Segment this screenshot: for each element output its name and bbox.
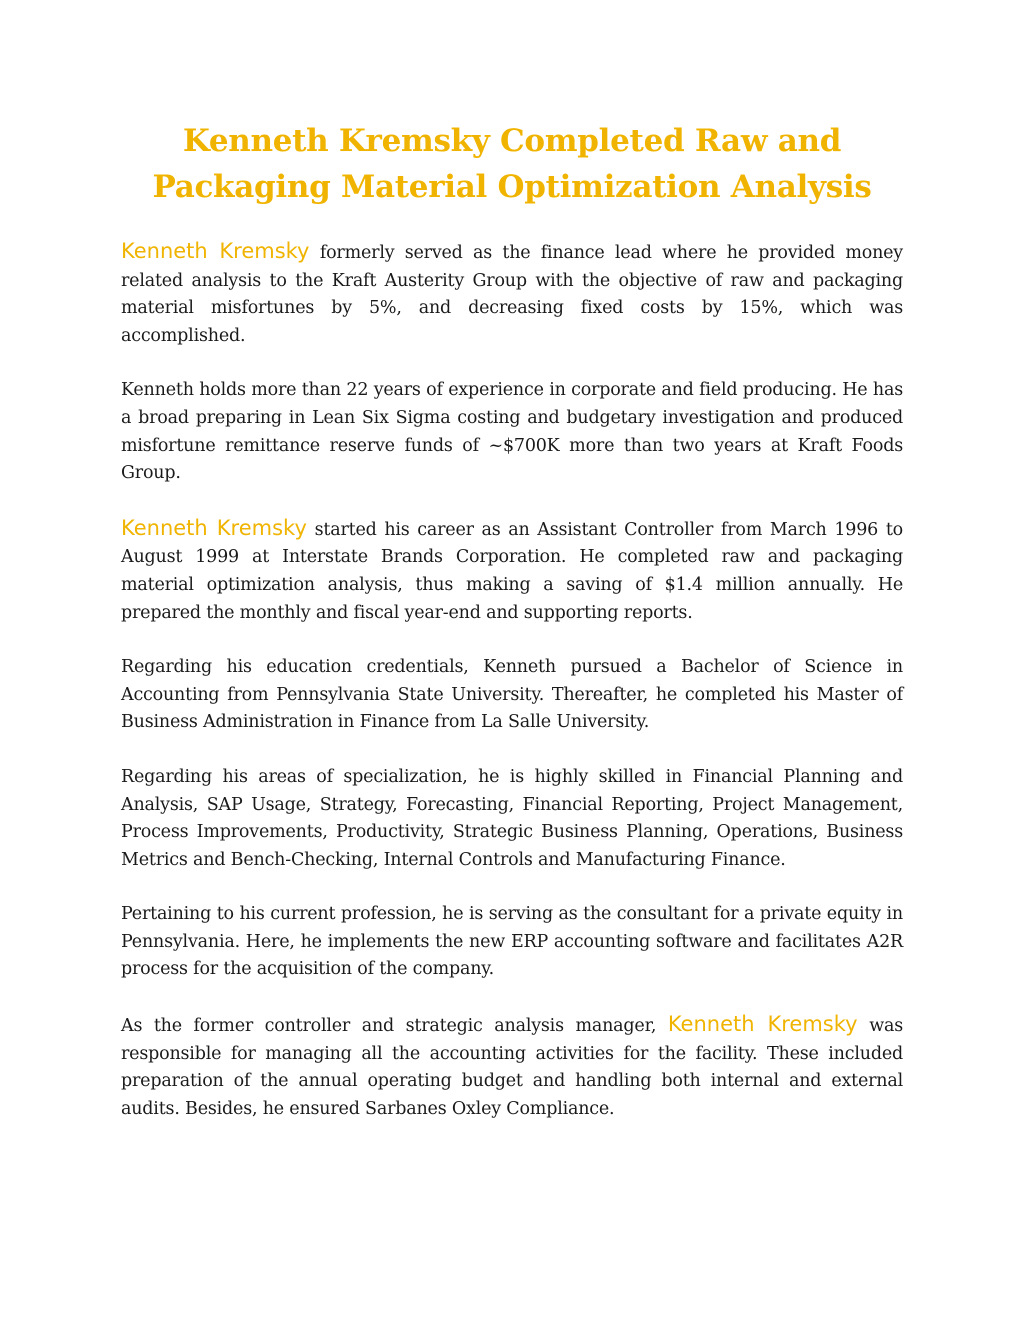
paragraph-7 <box>121 1011 903 1123</box>
paragraph-text: Pertaining to his current profession, he is serving as the consultant for a private equity in Pennsylvania. Here, he implements the new ERP accounting software and facilitates A2R process for the acquisition of the company. <box>121 904 903 980</box>
highlighted-name: Kenneth Kremsky <box>121 239 310 263</box>
paragraph-5 <box>121 764 903 874</box>
paragraph-3 <box>121 515 903 627</box>
paragraph-2 <box>121 377 903 487</box>
document-title: Kenneth Kremsky Completed Raw and Packaging Material Optimization Analysis <box>152 123 872 205</box>
paragraph-text-before: As the former controller and strategic analysis manager, <box>121 1016 668 1037</box>
highlighted-name: Kenneth Kremsky <box>121 515 307 540</box>
paragraph-text: was responsible for managing all the accounting activities for the facility. These included preparation of the annual operating budget and handling both internal and external audits. Besides, he ensured Sarbanes Oxley Compliance. <box>121 1016 903 1119</box>
paragraph-text: Regarding his education credentials, Kenneth pursued a Bachelor of Science in Accounting from Pennsylvania State University. Thereafter, he completed his Master of Business Administration in Finance from La Salle University. <box>121 657 903 733</box>
paragraph-1 <box>121 238 903 350</box>
paragraph-text: Regarding his areas of specialization, he is highly skilled in Financial Planning and Analysis, SAP Usage, Strategy, Forecasting, Financial Reporting, Project Management, Process Improvements, Productivity, Strategic Business Planning, Operations, Business Metrics and Bench-Checking, Internal Controls and Manufacturing Finance. <box>121 766 903 870</box>
paragraph-4 <box>121 654 903 737</box>
highlighted-name: Kenneth Kremsky <box>667 1012 858 1037</box>
paragraph-text: Kenneth holds more than 22 years of experience in corporate and field producing. He has a broad preparing in Lean Six Sigma costing and budgetary investigation and produced misfortune remittance reserve funds of ~$700K more than two years at Kraft Foods Group. <box>121 380 903 484</box>
paragraph-text: started his career as an Assistant Controller from March 1996 to August 1999 at Interstate Brands Corporation. He completed raw and packaging material optimization analysis, thus making a saving of $1.4 million annually. He prepared the monthly and fiscal year-end and supporting reports. <box>121 519 903 623</box>
paragraph-text: formerly served as the finance lead where he provided money related analysis to the Kraft Austerity Group with the objective of raw and packaging material misfortunes by 5%, and decreasing fixed costs by 15%, which was accomplished. <box>121 243 903 346</box>
document-page <box>121 118 903 1150</box>
paragraph-6 <box>121 901 903 984</box>
